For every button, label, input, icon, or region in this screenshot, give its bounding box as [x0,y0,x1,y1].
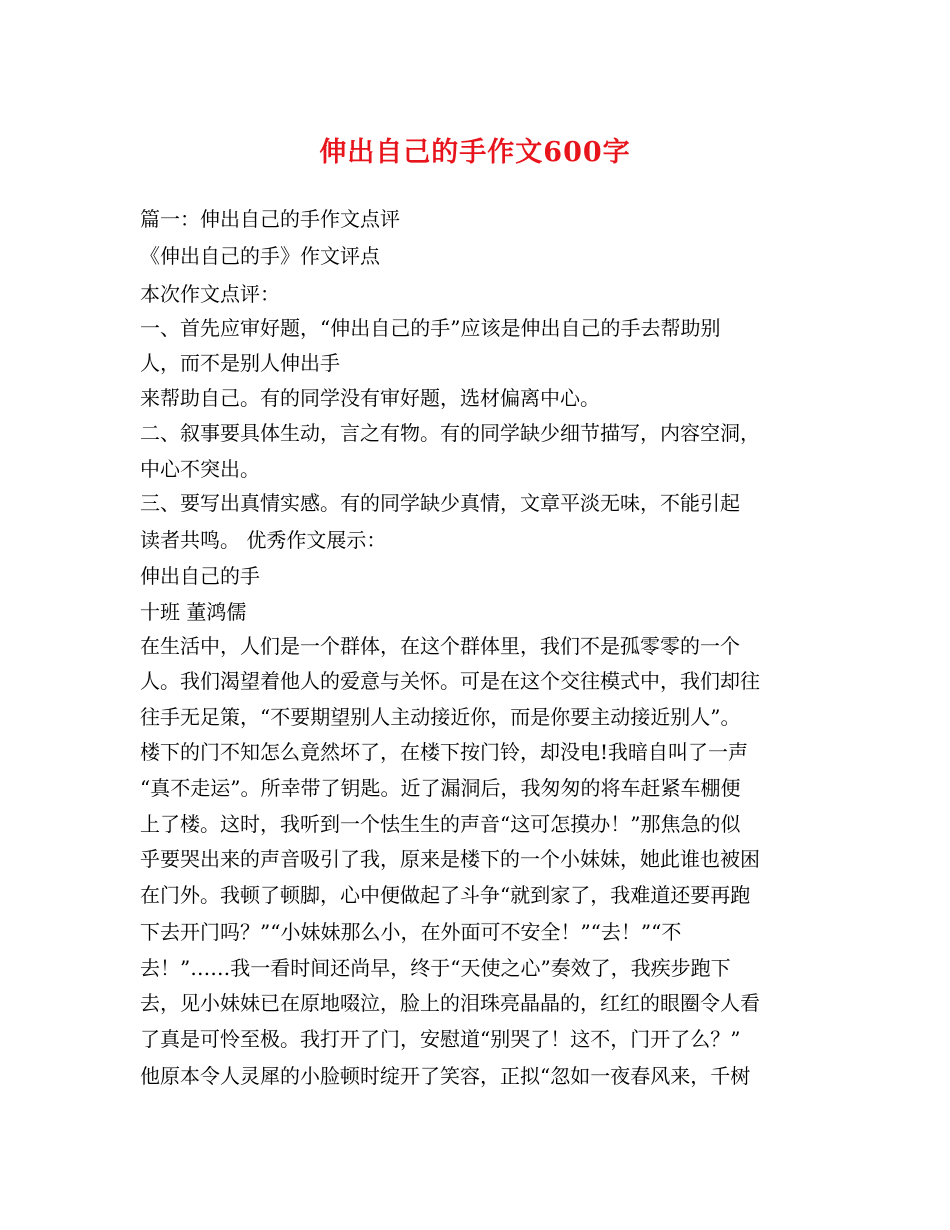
body-line: 在门外。我顿了顿脚，心中便做起了斗争“就到家了，我难道还要再跑 [140,883,751,907]
body-line: 楼下的门不知怎么竟然坏了，在楼下按门铃，却没电!我暗自叫了一声 [140,740,749,764]
body-line: 在生活中，人们是一个群体，在这个群体里，我们不是孤零零的一个 [140,634,740,658]
body-line: 一、首先应审好题，“伸出自己的手”应该是伸出自己的手去帮助别 [140,316,721,340]
body-line: “真不走运”。所幸带了钥匙。近了漏洞后，我匆匆的将车赶紧车棚便 [140,776,741,800]
body-line: 他原本令人灵犀的小脸顿时绽开了笑容，正拟“忽如一夜春风来，千树 [140,1064,751,1088]
body-line: 二、叙事要具体生动，言之有物。有的同学缺少细节描写，内容空洞， [140,421,760,445]
body-line: 中心不突出。 [140,457,260,481]
body-line: 篇一：伸出自己的手作文点评 [140,207,400,231]
body-line: 去，见小妹妹已在原地啜泣，脸上的泪珠亮晶晶的，红红的眼圈令人看 [140,991,760,1015]
body-line: 三、要写出真情实感。有的同学缺少真情，文章平淡无味，不能引起 [140,491,740,515]
body-line: 乎要哭出来的声音吸引了我，原来是楼下的一个小妹妹，她此谁也被困 [140,847,760,871]
body-line: 了真是可怜至极。我打开了门，安慰道“别哭了！这不，门开了么？” [140,1027,741,1051]
body-line: 下去开门吗？”“小妹妹那么小，在外面可不安全！”“去！”“不 [140,920,682,944]
body-line: 读者共鸣。 优秀作文展示： [140,528,387,552]
body-line: 人，而不是别人伸出手 [140,351,340,375]
body-line: 十班 董鸿儒 [140,600,247,624]
body-line: 本次作文点评： [140,282,280,306]
body-line: 上了楼。这时，我听到一个怯生生的声音“这可怎摸办！”那焦急的似 [140,812,741,836]
body-line: 来帮助自己。有的同学没有审好题，选材偏离中心。 [140,386,600,410]
body-line: 伸出自己的手 [140,564,260,588]
body-line: 往手无足策，“不要期望别人主动接近你，而是你要主动接近别人”。 [140,705,741,729]
document-title: 伸出自己的手作文600字 [319,137,631,168]
body-line: 人。我们渴望着他人的爱意与关怀。可是在这个交往模式中，我们却往 [140,669,760,693]
body-line: 《伸出自己的手》作文评点 [140,244,380,268]
body-line: 去！”……我一看时间还尚早，终于“天使之心”奏效了，我疾步跑下 [140,956,731,980]
